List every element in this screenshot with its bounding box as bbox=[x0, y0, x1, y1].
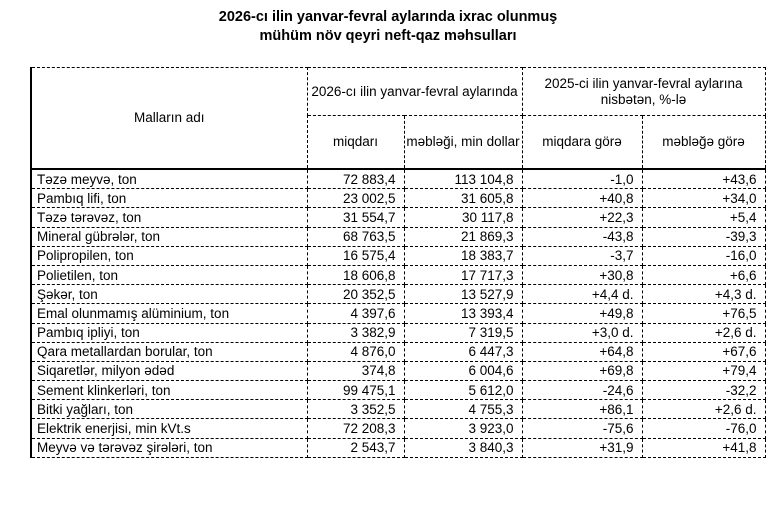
cell-change-quantity: -3,7 bbox=[522, 246, 642, 265]
cell-product-name: Təzə meyvə, ton bbox=[31, 169, 307, 189]
cell-product-name: Bitki yağları, ton bbox=[31, 400, 307, 419]
table-row bbox=[31, 438, 765, 457]
cell-change-quantity: -43,8 bbox=[522, 227, 642, 246]
cell-value: 21 869,3 bbox=[404, 227, 522, 246]
cell-value: 3 840,3 bbox=[404, 438, 522, 457]
cell-quantity: 72 208,3 bbox=[307, 419, 404, 438]
cell-value: 7 319,5 bbox=[404, 323, 522, 342]
header-by-value: məbləğə görə bbox=[642, 116, 765, 170]
table-row bbox=[31, 285, 765, 304]
cell-change-quantity: -75,6 bbox=[522, 419, 642, 438]
header-compare-group: 2025-ci ilin yanvar-fevral aylarına nisbətən, %-lə bbox=[522, 68, 765, 116]
table-row bbox=[31, 227, 765, 246]
cell-product-name: Sement klinkerləri, ton bbox=[31, 381, 307, 400]
cell-change-quantity: -24,6 bbox=[522, 381, 642, 400]
cell-value: 30 117,8 bbox=[404, 208, 522, 227]
cell-change-quantity: +3,0 d. bbox=[522, 323, 642, 342]
table-row bbox=[31, 361, 765, 380]
cell-product-name: Siqaretlər, milyon ədəd bbox=[31, 361, 307, 380]
cell-product-name: Polipropilen, ton bbox=[31, 246, 307, 265]
cell-product-name: Elektrik enerjisi, min kVt.s bbox=[31, 419, 307, 438]
cell-product-name: Pambıq lifi, ton bbox=[31, 189, 307, 208]
cell-quantity: 18 606,8 bbox=[307, 265, 404, 284]
cell-value: 17 717,3 bbox=[404, 265, 522, 284]
cell-change-value: +5,4 bbox=[642, 208, 765, 227]
cell-value: 31 605,8 bbox=[404, 189, 522, 208]
cell-change-value: -32,2 bbox=[642, 381, 765, 400]
cell-value: 18 383,7 bbox=[404, 246, 522, 265]
table-row bbox=[31, 246, 765, 265]
cell-quantity: 23 002,5 bbox=[307, 189, 404, 208]
cell-change-value: +4,3 d. bbox=[642, 285, 765, 304]
cell-product-name: Emal olunmamış alüminium, ton bbox=[31, 304, 307, 323]
header-value: məbləği, min dollar bbox=[404, 116, 522, 170]
cell-change-value: +41,8 bbox=[642, 438, 765, 457]
table-row bbox=[31, 169, 765, 189]
cell-change-quantity: -1,0 bbox=[522, 169, 642, 189]
header-period-group: 2026-cı ilin yanvar-fevral aylarında bbox=[307, 68, 522, 116]
table-row bbox=[31, 400, 765, 419]
cell-quantity: 374,8 bbox=[307, 361, 404, 380]
cell-change-value: -39,3 bbox=[642, 227, 765, 246]
cell-quantity: 4 876,0 bbox=[307, 342, 404, 361]
cell-quantity: 16 575,4 bbox=[307, 246, 404, 265]
cell-quantity: 2 543,7 bbox=[307, 438, 404, 457]
cell-change-quantity: +30,8 bbox=[522, 265, 642, 284]
cell-change-quantity: +49,8 bbox=[522, 304, 642, 323]
page-title bbox=[0, 8, 776, 46]
table-row bbox=[31, 304, 765, 323]
cell-value: 5 612,0 bbox=[404, 381, 522, 400]
export-table bbox=[30, 67, 766, 458]
table-row bbox=[31, 265, 765, 284]
cell-value: 4 755,3 bbox=[404, 400, 522, 419]
cell-change-value: -76,0 bbox=[642, 419, 765, 438]
cell-product-name: Meyvə və tərəvəz şirələri, ton bbox=[31, 438, 307, 457]
cell-value: 6 004,6 bbox=[404, 361, 522, 380]
cell-product-name: Pambıq ipliyi, ton bbox=[31, 323, 307, 342]
header-quantity: miqdarı bbox=[307, 116, 404, 170]
cell-change-value: +67,6 bbox=[642, 342, 765, 361]
cell-quantity: 3 382,9 bbox=[307, 323, 404, 342]
cell-quantity: 4 397,6 bbox=[307, 304, 404, 323]
table-row bbox=[31, 189, 765, 208]
cell-change-quantity: +22,3 bbox=[522, 208, 642, 227]
cell-quantity: 68 763,5 bbox=[307, 227, 404, 246]
cell-change-value: -16,0 bbox=[642, 246, 765, 265]
cell-change-quantity: +40,8 bbox=[522, 189, 642, 208]
table-row bbox=[31, 323, 765, 342]
table-row bbox=[31, 419, 765, 438]
cell-change-quantity: +86,1 bbox=[522, 400, 642, 419]
table-row bbox=[31, 208, 765, 227]
cell-quantity: 99 475,1 bbox=[307, 381, 404, 400]
cell-product-name: Polietilen, ton bbox=[31, 265, 307, 284]
cell-quantity: 31 554,7 bbox=[307, 208, 404, 227]
cell-value: 6 447,3 bbox=[404, 342, 522, 361]
cell-quantity: 20 352,5 bbox=[307, 285, 404, 304]
cell-change-value: +79,4 bbox=[642, 361, 765, 380]
cell-value: 13 527,9 bbox=[404, 285, 522, 304]
cell-change-quantity: +64,8 bbox=[522, 342, 642, 361]
title-line-1: 2026-cı ilin yanvar-fevral aylarında ixrac olunmuş bbox=[218, 9, 558, 25]
cell-product-name: Qara metallardan borular, ton bbox=[31, 342, 307, 361]
cell-quantity: 3 352,5 bbox=[307, 400, 404, 419]
cell-change-value: +2,6 d. bbox=[642, 400, 765, 419]
cell-change-value: +43,6 bbox=[642, 169, 765, 189]
cell-change-value: +34,0 bbox=[642, 189, 765, 208]
cell-change-value: +2,6 d. bbox=[642, 323, 765, 342]
cell-product-name: Şəkər, ton bbox=[31, 285, 307, 304]
cell-change-quantity: +31,9 bbox=[522, 438, 642, 457]
header-product-name: Malların adı bbox=[31, 68, 307, 170]
cell-change-quantity: +69,8 bbox=[522, 361, 642, 380]
cell-quantity: 72 883,4 bbox=[307, 169, 404, 189]
cell-product-name: Təzə tərəvəz, ton bbox=[31, 208, 307, 227]
cell-change-value: +76,5 bbox=[642, 304, 765, 323]
cell-change-quantity: +4,4 d. bbox=[522, 285, 642, 304]
cell-value: 13 393,4 bbox=[404, 304, 522, 323]
header-by-quantity: miqdara görə bbox=[522, 116, 642, 170]
title-line-2: mühüm növ qeyri neft-qaz məhsulları bbox=[259, 28, 517, 44]
table-row bbox=[31, 342, 765, 361]
cell-value: 3 923,0 bbox=[404, 419, 522, 438]
cell-value: 113 104,8 bbox=[404, 169, 522, 189]
cell-product-name: Mineral gübrələr, ton bbox=[31, 227, 307, 246]
table-body bbox=[31, 169, 765, 457]
cell-change-value: +6,6 bbox=[642, 265, 765, 284]
table-row bbox=[31, 381, 765, 400]
